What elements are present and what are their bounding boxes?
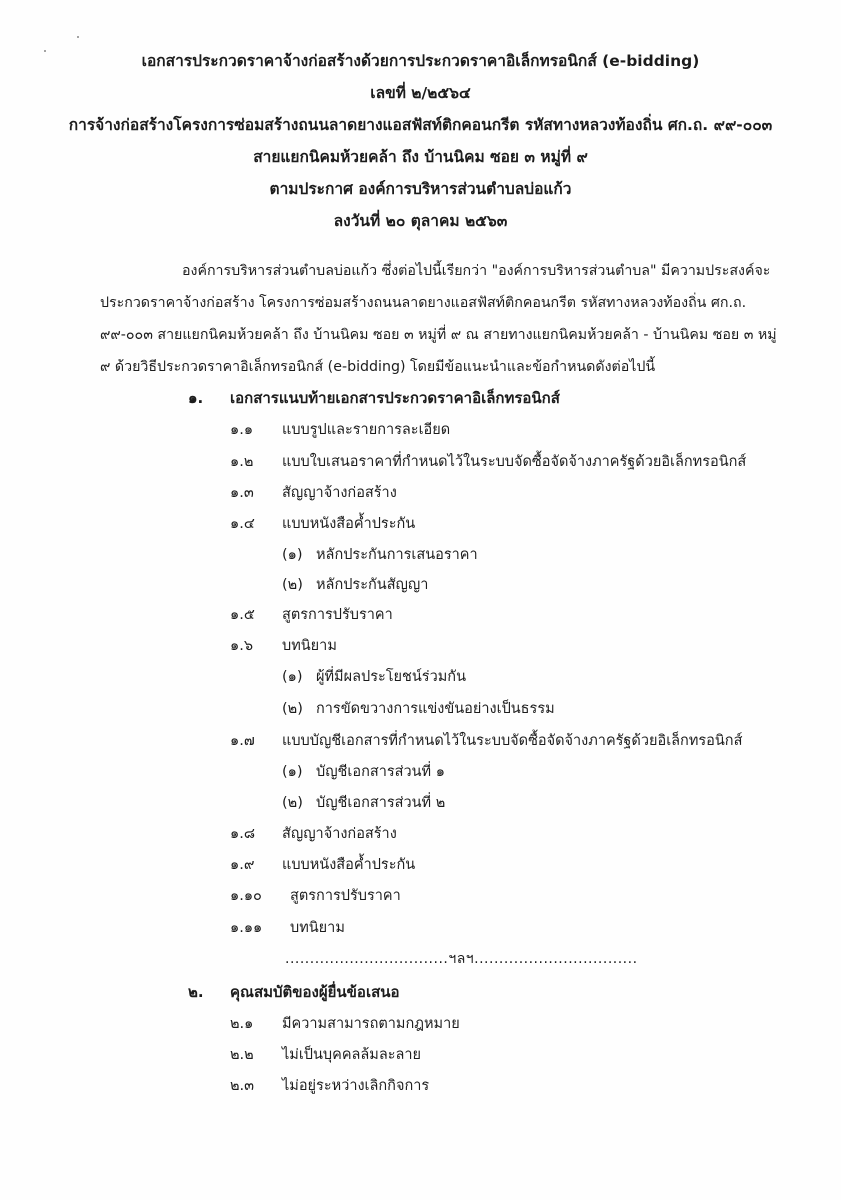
item-text: สูตรการปรับราคา	[282, 607, 393, 623]
sub-item-number: (๒)	[282, 795, 303, 811]
item-text: แบบหนังสือค้ำประกัน	[282, 516, 416, 532]
item-number: ๑.๓	[230, 485, 254, 501]
item-number: ๑.๑๐	[230, 888, 262, 904]
item-number: ๑.๙	[230, 857, 255, 873]
item-text: สัญญาจ้างก่อสร้าง	[282, 826, 397, 842]
intro-line: องค์การบริหารส่วนตำบลบ่อแก้ว ซึ่งต่อไปนี้เรียกว่า "องค์การบริหารส่วนตำบล" มีความประสงค์จะ	[182, 263, 771, 279]
item-number: ๑.๕	[230, 607, 255, 623]
sub-item-text: หลักประกันการเสนอราคา	[316, 547, 478, 563]
intro-line: ๙๙-๐๐๓ สายแยกนิคมห้วยคล้า ถึง บ้านนิคม ซอย ๓ หมู่ที่ ๙ ณ สายทางแยกนิคมห้วยคล้า - บ้านนิคม ซอย ๓ หมู่	[100, 327, 777, 343]
item-text: บทนิยาม	[290, 920, 345, 936]
sub-item-number: (๒)	[282, 701, 303, 717]
section-title: คุณสมบัติของผู้ยื่นข้อเสนอ	[230, 983, 400, 1001]
item-text: แบบรูปและรายการละเอียด	[282, 422, 451, 438]
item-text: แบบบัญชีเอกสารที่กำหนดไว้ในระบบจัดซื้อจัดจ้างภาครัฐด้วยอิเล็กทรอนิกส์	[282, 733, 743, 749]
item-number: ๑.๑	[230, 422, 254, 438]
intro-line: ๙ ด้วยวิธีประกวดราคาอิเล็กทรอนิกส์ (e-bidding) โดยมีข้อแนะนำและข้อกำหนดดังต่อไปนี้	[100, 359, 656, 375]
item-number: ๑.๘	[230, 826, 255, 842]
item-text: สูตรการปรับราคา	[290, 888, 401, 904]
item-number: ๑.๖	[230, 638, 254, 654]
item-number: ๑.๒	[230, 454, 254, 470]
item-number: ๑.๑๑	[230, 920, 263, 936]
sub-item-text: บัญชีเอกสารส่วนที่ ๑	[316, 764, 445, 780]
header-route: สายแยกนิคมห้วยคล้า ถึง บ้านนิคม ซอย ๓ หมู่ที่ ๙	[253, 148, 588, 166]
sub-item-text: การขัดขวางการแข่งขันอย่างเป็นธรรม	[316, 701, 555, 717]
sub-item-number: (๑)	[282, 547, 303, 563]
intro-line: ประกวดราคาจ้างก่อสร้าง โครงการซ่อมสร้างถนนลาดยางแอสฟัสท์ติกคอนกรีต รหัสทางหลวงท้องถิ่น ศก.ถ.	[100, 295, 747, 311]
sub-item-text: บัญชีเอกสารส่วนที่ ๒	[316, 795, 446, 811]
sub-item-text: ผู้ที่มีผลประโยชน์ร่วมกัน	[316, 669, 466, 685]
item-text: สัญญาจ้างก่อสร้าง	[282, 485, 397, 501]
item-text: แบบใบเสนอราคาที่กำหนดไว้ในระบบจัดซื้อจัดจ้างภาครัฐด้วยอิเล็กทรอนิกส์	[282, 454, 747, 470]
item-number: ๒.๒	[230, 1047, 254, 1063]
item-number: ๒.๓	[230, 1078, 255, 1094]
section-number: ๒.	[188, 983, 204, 1001]
item-text: บทนิยาม	[282, 638, 337, 654]
header-project: การจ้างก่อสร้างโครงการซ่อมสร้างถนนลาดยางแอสฟัสท์ติกคอนกรีต รหัสทางหลวงท้องถิ่น ศก.ถ. ๙๙-๐๐๓	[68, 116, 773, 134]
item-number: ๑.๗	[230, 733, 255, 749]
item-number: ๑.๔	[230, 516, 255, 532]
item-text: มีความสามารถตามกฎหมาย	[282, 1016, 460, 1032]
header-title: เอกสารประกวดราคาจ้างก่อสร้างด้วยการประกวดราคาอิเล็กทรอนิกส์ (e-bidding)	[141, 52, 700, 70]
item-text: ไม่เป็นบุคคลล้มละลาย	[282, 1047, 422, 1063]
document-header	[40, 45, 801, 237]
header-number: เลขที่ ๒/๒๕๖๔	[370, 84, 471, 102]
section-number: ๑.	[188, 389, 204, 407]
item-text: ไม่อยู่ระหว่างเลิกกิจการ	[282, 1078, 430, 1094]
omission-marker: .................................ฯลฯ.................................	[285, 951, 638, 967]
sub-item-text: หลักประกันสัญญา	[316, 577, 429, 593]
sub-item-number: (๒)	[282, 577, 303, 593]
intro-paragraph	[100, 255, 812, 383]
sub-item-number: (๑)	[282, 764, 303, 780]
item-number: ๒.๑	[230, 1016, 254, 1032]
section-title: เอกสารแนบท้ายเอกสารประกวดราคาอิเล็กทรอนิกส์	[230, 389, 560, 407]
scan-speck	[77, 36, 79, 38]
header-date: ลงวันที่ ๒๐ ตุลาคม ๒๕๖๓	[333, 212, 508, 230]
header-announcement: ตามประกาศ องค์การบริหารส่วนตำบลบ่อแก้ว	[269, 180, 572, 198]
item-text: แบบหนังสือค้ำประกัน	[282, 857, 416, 873]
sub-item-number: (๑)	[282, 669, 303, 685]
